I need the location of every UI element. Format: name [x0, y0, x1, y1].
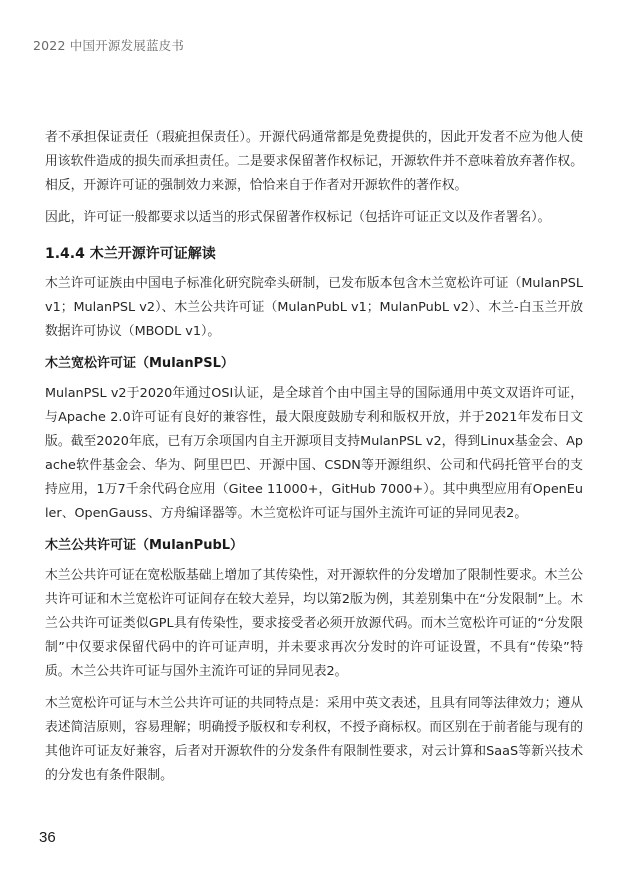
section-heading-mulan-license: 1.4.4 木兰开源许可证解读 [45, 246, 216, 262]
body-paragraph-mulan-overview: 木兰许可证族由中国电子标准化研究院牵头研制，已发布版本包含木兰宽松许可证（MulanPSL v1；MulanPSL v2）、木兰公共许可证（MulanPubL v1；MulanPubL v2）、木兰-白玉兰开放数据许可协议（MBODL v1）。 [45, 276, 583, 339]
page-number: 36 [39, 829, 56, 846]
body-paragraph-mulan-comparison: 木兰宽松许可证与木兰公共许可证的共同特点是：采用中英文表述，且具有同等法律效力；遵从表述简洁原则，容易理解；明确授予版权和专利权，不授予商标权。而区别在于前者能与现有的其他许可证友好兼容，后者对开源软件的分发条件有限制性要求，对云计算和SaaS等新兴技术的分发也有条件限制。 [45, 696, 583, 783]
body-paragraph-warranty-continued: 者不承担保证责任（瑕疵担保责任）。开源代码通常都是免费提供的，因此开发者不应为他人使用该软件造成的损失而承担责任。二是要求保留著作权标记，开源软件并不意味着放弃著作权。相反，开源许可证的强制效力来源，恰恰来自于作者对开源软件的著作权。 [45, 130, 583, 193]
body-paragraph-copyright-notice: 因此，许可证一般都要求以适当的形式保留著作权标记（包括许可证正文以及作者署名）。 [45, 210, 551, 225]
subheading-mulanpubl: 木兰公共许可证（MulanPubL） [45, 538, 244, 553]
body-paragraph-mulanpubl: 木兰公共许可证在宽松版基础上增加了其传染性，对开源软件的分发增加了限制性要求。木兰公共许可证和木兰宽松许可证间存在较大差异，均以第2版为例，其差别集中在“分发限制”上。木兰公共许可证类似GPL具有传染性，要求接受者必须开放源代码。而木兰宽松许可证的“分发限制”中仅要求保留代码中的许可证声明，并未要求再次分发时的许可证设置，不具有“传染”特质。木兰公共许可证与国外主流许可证的异同见表2。 [45, 568, 583, 679]
body-paragraph-mulanpsl: MulanPSL v2于2020年通过OSI认证，是全球首个由中国主导的国际通用中英文双语许可证，与Apache 2.0许可证有良好的兼容性，最大限度鼓励专利和版权开放，并于2021年发布日文版。截至2020年底，已有万余项国内自主开源项目支持MulanPSL v2，得到Linux基金会、Apache软件基金会、华为、阿里巴巴、开源中国、CSDN等开源组织、公司和代码托管平台的支持应用，1万7千余代码仓应用（Gitee 11000+，GitHub 7000+）。其中典型应用有OpenEuler、OpenGauss、方舟编译器等。木兰宽松许可证与国外主流许可证的异同见表2。 [45, 386, 583, 521]
running-header-title: 2022 中国开源发展蓝皮书 [33, 38, 185, 53]
subheading-mulanpsl: 木兰宽松许可证（MulanPSL） [45, 356, 234, 371]
page-content [45, 126, 583, 796]
